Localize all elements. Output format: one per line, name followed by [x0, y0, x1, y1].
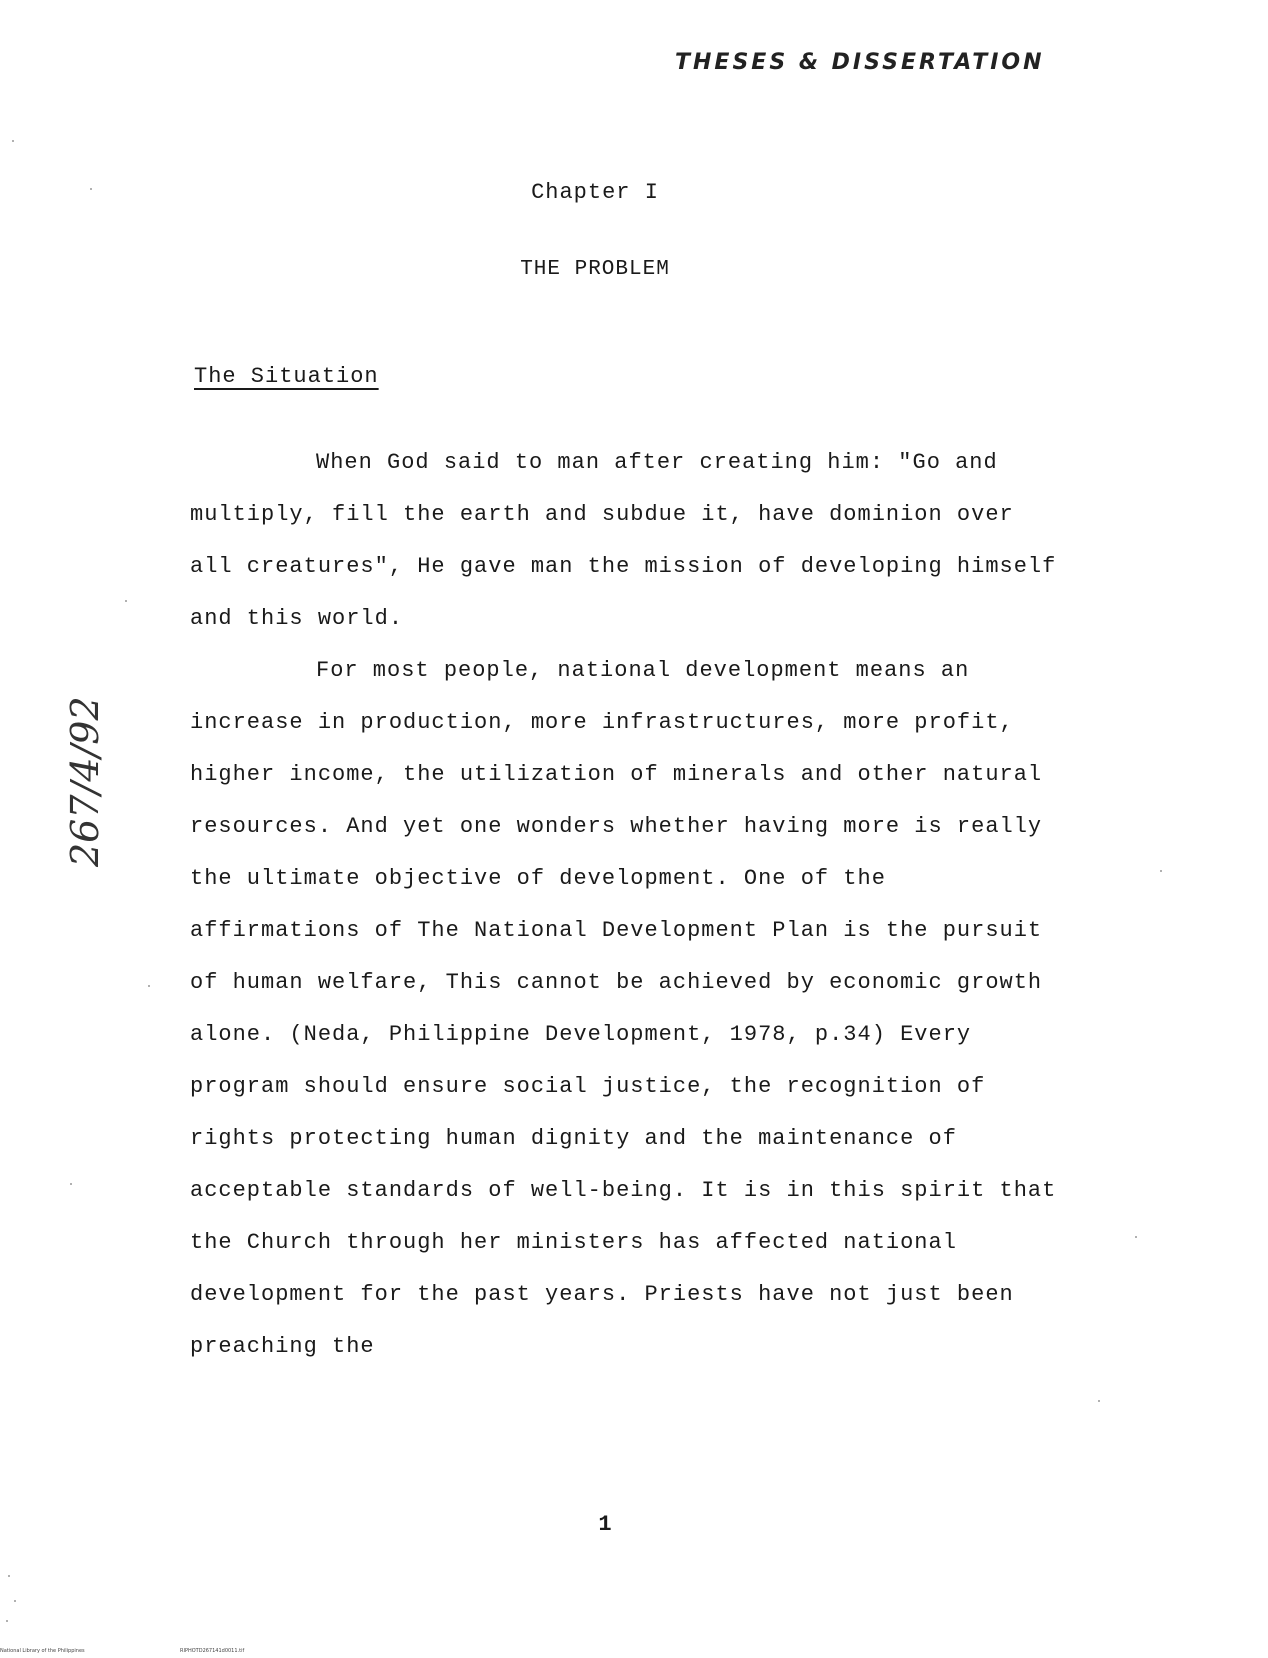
scan-speckle [1135, 1236, 1137, 1238]
scan-speckle [70, 1183, 72, 1185]
scan-speckle [1098, 1400, 1100, 1402]
page-number: 1 [598, 1512, 612, 1537]
paragraph-1: When God said to man after creating him: "Go and multiply, fill the earth and subdue it, have dominion over all creatures", He gave man the mission of developing himself and this world. [190, 450, 1057, 631]
scan-speckle [6, 1620, 8, 1622]
scan-speckle [14, 1600, 16, 1602]
body-text [190, 437, 1070, 1373]
file-id-footer: RIPHOTD267141d0011.tif [180, 1648, 245, 1654]
scan-speckle [125, 600, 127, 602]
handwritten-margin-note: 267/4/92 [63, 696, 107, 867]
theses-dissertation-stamp: THESES & DISSERTATION [675, 50, 1045, 75]
scan-speckle [8, 1575, 10, 1577]
chapter-title: THE PROBLEM [520, 258, 670, 281]
scan-speckle [90, 188, 92, 190]
chapter-label: Chapter I [531, 180, 659, 205]
scan-speckle [1160, 870, 1162, 872]
scan-speckle [148, 985, 150, 987]
scan-speckle [12, 140, 14, 142]
paragraph-2: For most people, national development means an increase in production, more infrastructures, more profit, higher income, the utilization of minerals and other natural resources. And yet one wonders whether having more is really the ultimate objective of development. One of the affirmations of The National Development Plan is the pursuit of human welfare, This cannot be achieved by economic growth alone. (Neda, Philippine Development, 1978, p.34) Every program should ensure social justice, the recognition of rights protecting human dignity and the maintenance of acceptable standards of well-being. It is in this spirit that the Church through her ministers has affected national development for the past years. Priests have not just been preaching the [190, 658, 1057, 1359]
library-footer: National Library of the Philippines [0, 1648, 85, 1654]
section-heading: The Situation [194, 364, 379, 389]
